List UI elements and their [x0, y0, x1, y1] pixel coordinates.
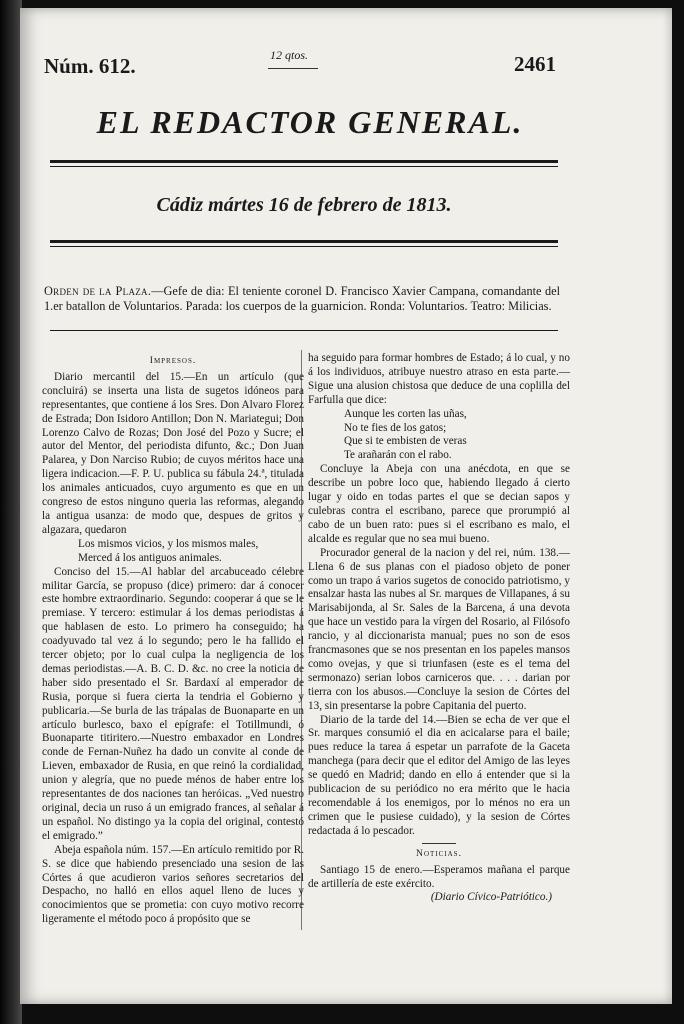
left-column: [42, 352, 304, 927]
article-abeja-anecdota: Concluye la Abeja con una anécdota, en que se describe un pobre loco que, habiendo llegado á cierto lugar y oido en todas partes el que se decian sapos y culebras contra el escribano, parece que prorumpió al cabo de un buen rato: pues si el escribano es malo, el alcalde es regular que no sea mui bueno.: [308, 463, 570, 545]
newspaper-page: [20, 8, 672, 1004]
orden-de-la-plaza: [44, 284, 560, 314]
article-procurador: Procurador general de la nacion y del rei, núm. 138.—Llena 6 de sus planas con el piadoso objeto de poner como un trapo á varios sugetos de conocido patriotismo, y ensalzar hasta las nubes al Sr. marques de Villapanes, á su Marisabijonda, al Sr. Sales de la Barcena, á una devota que hace un vestido para la vírgen del Rosario, al Filósofo rancio, y al diccionarista manual; pues no son de esos francmasones que se nos presentan en los papeles mansos como ovejas, y que si triunfasen (este es el tema del sermonazo) serian lobos carniceros que. . . . darian por tierra con los abusos.—Concluye la sesion de Córtes del 13, sin presentarse la pobre Capitania del puerto.: [308, 546, 570, 712]
masthead-rule-top: [50, 160, 558, 163]
article-conciso: Conciso del 15.—Al hablar del arcabuceado célebre militar García, se propuso (dice) primero: dar á conocer este hombre extraordinario. Segundo: cooperar á que se le premiase. Y tercero: estimular á los demas periodistas á que hablasen de esto. Lo primero ha conseguido; ha coadyuvado tal vez á lo segundo; pero le ha fallido el tercer objeto; por lo cual culpa la negligencia de los demas periodistas.—A. B. C. D. &c. no cree la noticia de haber sido presentado el Sr. Bardaxí al emperador de Rusia, porque si fuera cierta la tendria el Gobierno y publicaria.—Se burla de las trápalas de Buonaparte en un artículo burlesco, baxo el epígrafe: el Totillmundi, ó Buonaparte titiritero.—Nuestro embaxador en Londres conde de Fernan-Nuñez ha dado un convite al conde de Lieven, embaxador de Rusia, en que reinó la cordialidad, union y alegría, que no puede ménos de haber entre los representantes de dos naciones tan heróicas. „Ved nuestro original, decia un ruso á un emigrado frances, al señalar á un español. No distingo ya la copia del original, contestó el emigrado.”: [42, 565, 304, 842]
page-number: 2461: [514, 52, 556, 76]
verse-line: Aunque les corten las uñas,: [344, 407, 467, 420]
orden-text: —Gefe de dia: El teniente coronel D. Francisco Xavier Campana, comandante del 1.er batallon de Voluntarios. Parada: los cuerpos de la guarnicion. Ronda: Voluntarios. Teatro: Milicias.: [44, 284, 561, 314]
issue-price: 12 qtos.: [270, 48, 309, 62]
section-rule: [50, 330, 558, 331]
masthead-rule-bottom: [50, 166, 558, 167]
verse-line: Los mismos vicios, y los mismos males,: [78, 537, 259, 550]
orden-label: Orden de la Plaza.: [44, 284, 152, 299]
notice-divider: [422, 843, 456, 844]
verse-line: Merced á los antiguos animales.: [78, 551, 222, 564]
book-binding: [0, 0, 22, 1024]
article-diario-tarde: Diario de la tarde del 14.—Bien se echa de ver que el Sr. marques consumió el dia en acicalarse para el baile; pues reduce la tarea á espetar un parrafote de la Gaceta manchega (para decir que el editor del Amigo de las leyes se quedó en Madrid; dando en ello á entender que si la publicacion de su periódico no era mérito que le hacia recomendable á los enemigos, por lo ménos no era un crimen que le pusiese cuidado), y la sesion de Córtes redactada á lo pescador.: [308, 713, 570, 837]
impresos-title: Impresos.: [149, 355, 197, 366]
noticia-source: (Diario Cívico-Patriótico.): [430, 891, 552, 904]
article-abeja-continued: ha seguido para formar hombres de Estado; á lo cual, y no á los individuos, atribuye nuestro atraso en esta parte.—Sigue una alusion chistosa que deduce de una coplilla del Farfulla que dice:: [308, 352, 570, 406]
noticia-santiago: Santiago 15 de enero.—Esperamos mañana el parque de artillería de este exército.: [308, 863, 570, 890]
dateline-rule-bottom: [50, 246, 558, 247]
price-underline: [268, 68, 318, 69]
right-column: [308, 352, 570, 905]
article-abeja: Abeja española núm. 157.—En artículo remitido por R. S. se dice que habiendo presenciado una sesion de las Córtes á que acudieron varios señores secretarios del Despacho, no halló en ellos aquel lleno de luces y conocimientos que se prometia: con cuyo motivo recorre ligeramente el método poco á propósito que se: [42, 843, 304, 926]
verse-line: Que si te embisten de veras: [344, 435, 467, 448]
verse-line: No te fies de los gatos;: [344, 421, 447, 434]
dateline-rule-top: [50, 240, 558, 243]
dateline: Cádiz mártes 16 de febrero de 1813.: [156, 194, 452, 216]
masthead-title: EL REDACTOR GENERAL.: [96, 104, 524, 140]
article-diario-mercantil: Diario mercantil del 15.—En un artículo (que concluirá) se inserta una lista de sugetos idóneos para representantes, que contiene á los Sres. Don Alvaro Florez de Estrada; Don Isidoro Antillon; Don N. Mariategui; Don Lorenzo Calvo de Rozas; Don José del Pozo y Sucre; el autor del Mentor, del periodista difunto, &c.; Don Juan Palarea, y Don Narciso Rubio; de cuyos méritos hace una ligera indicacion.—F. P. U. publica su fábula 24.ª, titulada los animales anticuados, cuyo argumento es que en un congreso de estos ninguno queria las reformas, alegando la antigua usanza: de modo que, despues de gritos y algazara, quedaron: [42, 370, 304, 536]
noticias-title: Noticias.: [416, 847, 462, 859]
verse-line: Te arañarán con el rabo.: [344, 449, 452, 462]
issue-number: Núm. 612.: [44, 54, 136, 78]
